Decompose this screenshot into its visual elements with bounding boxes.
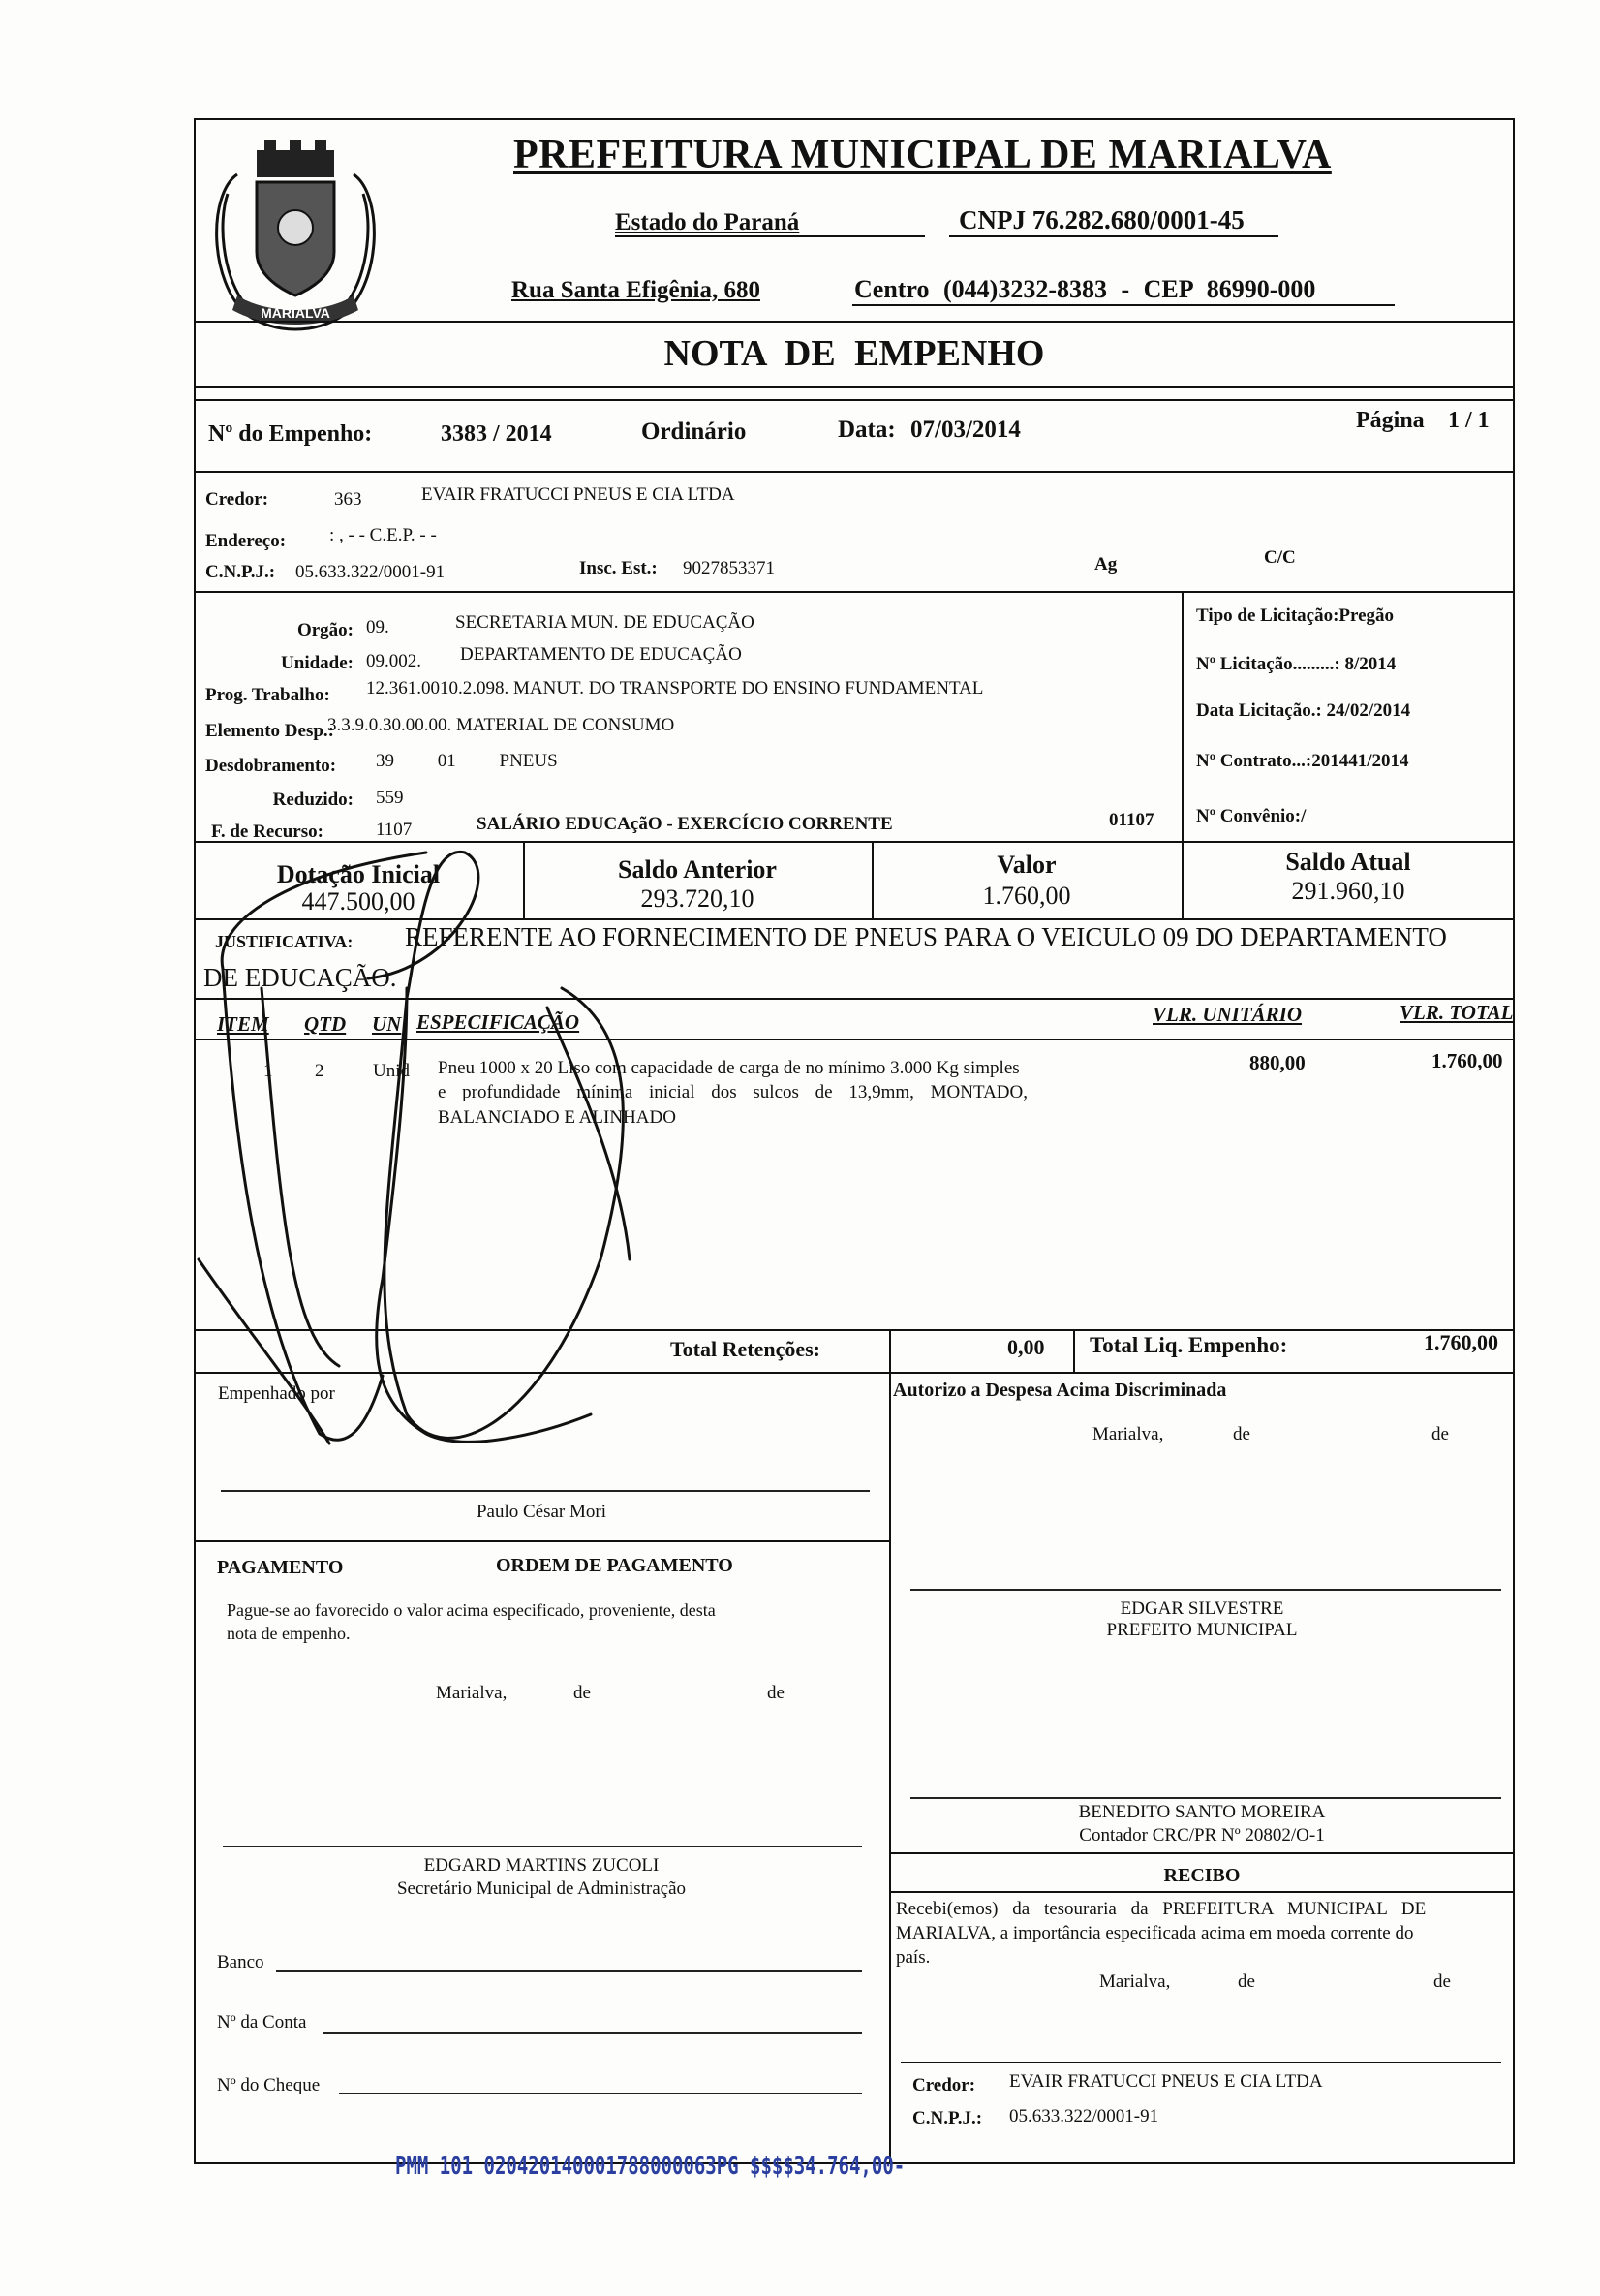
recurso-label: F. de Recurso: — [211, 822, 323, 842]
page-title: PREFEITURA MUNICIPAL DE MARIALVA — [513, 133, 1332, 177]
ordem-pagamento-label: ORDEM DE PAGAMENTO — [496, 1555, 733, 1576]
recibo-credor-value: EVAIR FRATUCCI PNEUS E CIA LTDA — [1009, 2071, 1323, 2092]
empenho-type: Ordinário — [641, 419, 747, 445]
justificativa-text-2: DE EDUCAÇÃO. — [203, 963, 397, 992]
liquido-label: Total Liq. Empenho: — [1090, 1333, 1288, 1357]
orgao-code: 09. — [366, 617, 389, 637]
pagamento-label: PAGAMENTO — [217, 1557, 344, 1578]
pagamento-de-1: de — [573, 1683, 591, 1703]
recibo-de-2: de — [1433, 1971, 1451, 1992]
cheque-label: Nº do Cheque — [217, 2075, 321, 2095]
orgao-name: SECRETARIA MUN. DE EDUCAÇÃO — [455, 612, 754, 633]
insc-value: 9027853371 — [683, 558, 775, 578]
totais-box — [194, 1329, 1515, 1374]
state-name: Estado do Paraná — [615, 209, 800, 235]
insc-label: Insc. Est.: — [579, 558, 658, 578]
unidade-label: Unidade: — [281, 653, 354, 673]
autorizo-place: Marialva, — [1092, 1424, 1164, 1444]
autorizo-de-1: de — [1233, 1424, 1250, 1444]
empenhado-label: Empenhado por — [218, 1383, 335, 1404]
recurso-name: SALÁRIO EDUCAçãO - EXERCÍCIO CORRENTE — [477, 814, 893, 834]
pagamento-text-2: nota de empenho. — [227, 1624, 351, 1643]
valor-value: 1.760,00 — [982, 882, 1071, 910]
recibo-text-3: país. — [896, 1947, 931, 1968]
justificativa-label: JUSTIFICATIVA: — [215, 932, 354, 951]
credor-code: 363 — [334, 489, 362, 510]
header-vlr-unitario: VLR. UNITÁRIO — [1153, 1003, 1303, 1026]
tipo-licitacao: Tipo de Licitação:Pregão — [1196, 605, 1395, 626]
credor-name: EVAIR FRATUCCI PNEUS E CIA LTDA — [421, 484, 735, 505]
page-label: Página — [1356, 408, 1425, 433]
address: Rua Santa Efigênia, 680 — [511, 277, 760, 303]
date-label: Data: — [838, 417, 896, 443]
empenho-number-label: Nº do Empenho: — [208, 421, 373, 447]
data-licitacao: Data Licitação.: 24/02/2014 — [1196, 700, 1411, 721]
empenhado-name: Paulo César Mori — [476, 1502, 607, 1522]
reduzido-value: 559 — [376, 788, 404, 808]
cnpj-header: CNPJ 76.282.680/0001-45 — [959, 205, 1245, 234]
municipal-crest-icon — [199, 136, 392, 344]
recibo-text-2: MARIALVA, a importância especificada acima em moeda corrente do — [896, 1923, 1414, 1943]
credor-label: Credor: — [205, 489, 269, 510]
reduzido-label: Reduzido: — [272, 790, 354, 810]
header-un: UN — [372, 1012, 402, 1036]
secretario-name: EDGARD MARTINS ZUCOLI — [423, 1855, 660, 1876]
item-un: Unid — [373, 1061, 410, 1081]
endereco-value: : , - - C.E.P. - - — [329, 525, 437, 545]
recurso-code: 1107 — [376, 820, 413, 840]
recibo-place: Marialva, — [1099, 1971, 1171, 1992]
contador-name: BENEDITO SANTO MOREIRA — [1078, 1802, 1326, 1822]
saldo-atual-value: 291.960,10 — [1291, 877, 1405, 905]
numero-licitacao: Nº Licitação.........: 8/2014 — [1196, 654, 1397, 674]
header-vlr-total: VLR. TOTAL — [1400, 1001, 1514, 1024]
header-item: ITEM — [217, 1012, 269, 1036]
dotacao-inicial-value: 447.500,00 — [301, 887, 415, 915]
item-number: 1 — [263, 1061, 273, 1081]
numero-convenio: Nº Convênio:/ — [1196, 806, 1307, 826]
cnpj-label: C.N.P.J.: — [205, 562, 276, 582]
secretario-title: Secretário Municipal de Administração — [396, 1878, 687, 1899]
retencoes-label: Total Retenções: — [670, 1337, 820, 1361]
recibo-label: RECIBO — [1163, 1865, 1241, 1886]
empenho-date: 07/03/2014 — [910, 417, 1021, 443]
justificativa-text-1: REFERENTE AO FORNECIMENTO DE PNEUS PARA O VEICULO 09 DO DEPARTAMENTO — [405, 922, 1447, 951]
address-rest: Centro (044)3232-8383 - CEP 86990-000 — [854, 275, 1316, 303]
ag-label: Ag — [1094, 554, 1118, 574]
autorizo-de-2: de — [1431, 1424, 1449, 1444]
saldo-anterior-label: Saldo Anterior — [618, 855, 777, 884]
cnpj-value: 05.633.322/0001-91 — [295, 562, 446, 582]
recibo-cnpj-value: 05.633.322/0001-91 — [1009, 2106, 1159, 2126]
item-vlr-unitario: 880,00 — [1249, 1051, 1306, 1074]
banco-label: Banco — [217, 1952, 264, 1972]
unidade-code: 09.002. — [366, 651, 421, 671]
item-qtd: 2 — [315, 1061, 324, 1081]
recibo-text-1: Recebi(emos) da tesouraria da PREFEITURA MUNICIPAL DE — [896, 1899, 1427, 1919]
orgao-label: Orgão: — [296, 620, 354, 640]
recibo-de-1: de — [1238, 1971, 1255, 1992]
recibo-cnpj-label: C.N.P.J.: — [912, 2108, 983, 2128]
pagamento-place: Marialva, — [436, 1683, 508, 1703]
header-especificacao: ESPECIFICAÇÃO — [416, 1010, 580, 1034]
crest-text: MARIALVA — [261, 305, 330, 321]
header-qtd: QTD — [304, 1012, 347, 1036]
recibo-credor-label: Credor: — [912, 2075, 976, 2095]
pagamento-de-2: de — [767, 1683, 785, 1703]
bank-stamp-line: PMM 101 020420140001788000063PG $$$$34.764,00- — [395, 2153, 906, 2181]
elemento-label: Elemento Desp.: — [205, 721, 334, 741]
valor-label: Valor — [997, 851, 1057, 879]
autorizo-label: Autorizo a Despesa Acima Discriminada — [893, 1380, 1227, 1401]
prefeito-title: PREFEITO MUNICIPAL — [1106, 1620, 1298, 1640]
contador-title: Contador CRC/PR Nº 20802/O-1 — [1079, 1825, 1325, 1846]
desdobramento-value: 39 01 PNEUS — [376, 751, 558, 771]
numero-contrato: Nº Contrato...:201441/2014 — [1196, 751, 1409, 771]
page-number: 1 / 1 — [1448, 408, 1490, 433]
prog-value: 12.361.0010.2.098. MANUT. DO TRANSPORTE DO ENSINO FUNDAMENTAL — [366, 678, 984, 698]
elemento-value: 3.3.9.0.30.00.00. MATERIAL DE CONSUMO — [327, 715, 675, 735]
document-title: NOTA DE EMPENHO — [663, 333, 1045, 374]
cc-label: C/C — [1264, 547, 1296, 568]
dotacao-inicial-label: Dotação Inicial — [276, 860, 441, 888]
recurso-number: 01107 — [1109, 810, 1154, 830]
items-box — [194, 998, 1515, 1331]
pagamento-text-1: Pague-se ao favorecido o valor acima especificado, proveniente, desta — [227, 1600, 716, 1620]
desdobramento-label: Desdobramento: — [205, 756, 337, 776]
prog-label: Prog. Trabalho: — [205, 685, 330, 705]
unidade-name: DEPARTAMENTO DE EDUCAÇÃO — [460, 644, 742, 665]
item-espec-1: Pneu 1000 x 20 Liso com capacidade de carga de no mínimo 3.000 Kg simples — [438, 1058, 1020, 1078]
conta-label: Nº da Conta — [217, 2012, 307, 2032]
liquido-value: 1.760,00 — [1424, 1330, 1498, 1354]
item-espec-3: BALANCIADO E ALINHADO — [438, 1107, 676, 1128]
endereco-label: Endereço: — [205, 531, 287, 551]
empenho-number: 3383 / 2014 — [441, 421, 552, 447]
retencoes-value: 0,00 — [1007, 1335, 1045, 1359]
saldo-atual-label: Saldo Atual — [1285, 848, 1411, 876]
item-vlr-total: 1.760,00 — [1431, 1049, 1503, 1072]
prefeito-name: EDGAR SILVESTRE — [1120, 1598, 1284, 1619]
item-espec-2: e profundidade mínima inicial dos sulcos de 13,9mm, MONTADO, — [438, 1082, 1028, 1102]
saldo-anterior-value: 293.720,10 — [640, 884, 754, 913]
